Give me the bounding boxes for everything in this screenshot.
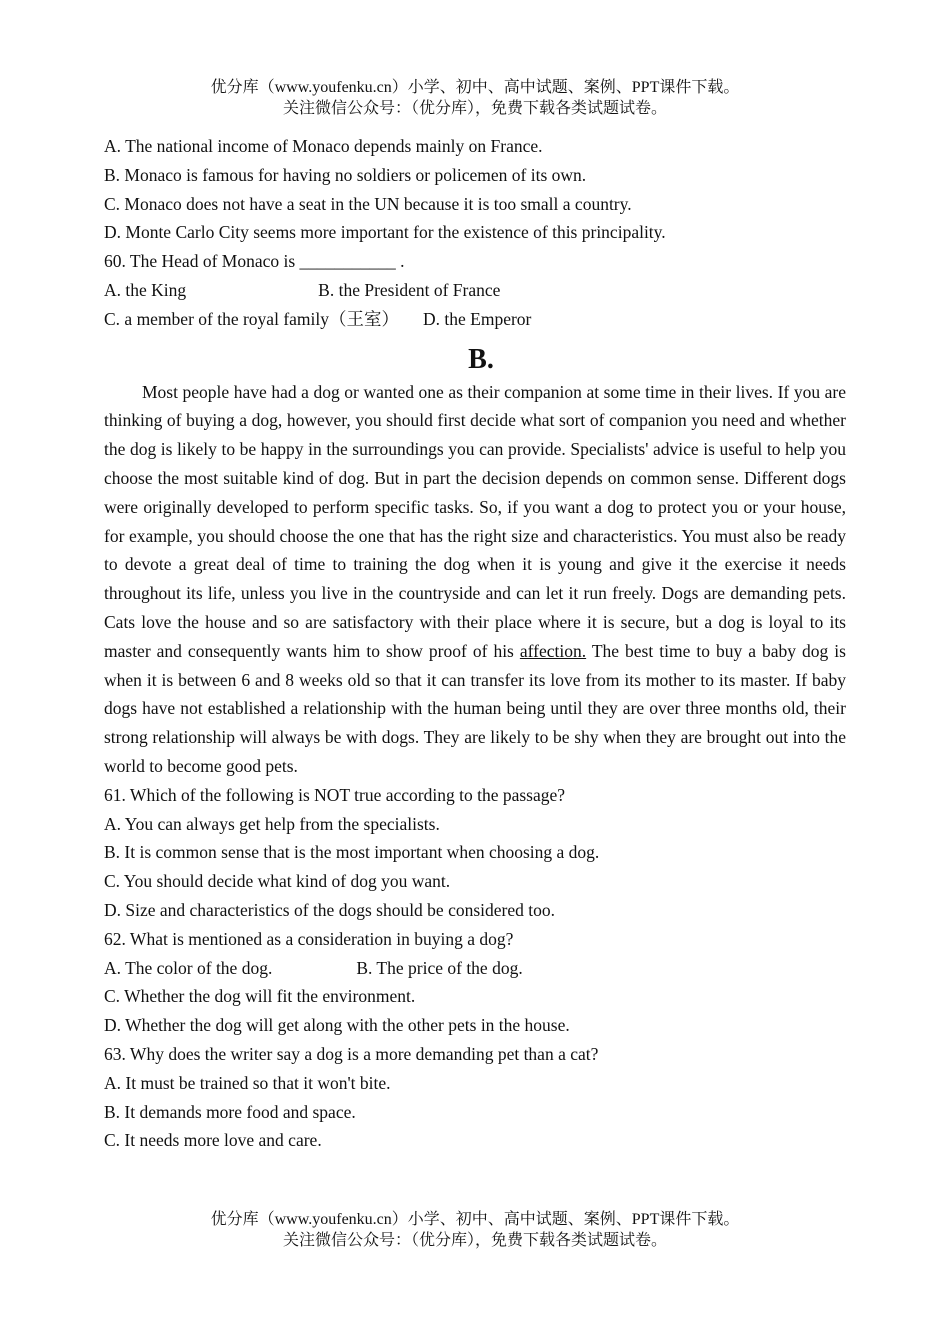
- q59-option-d: D. Monte Carlo City seems more important for the existence of this principality.: [104, 222, 666, 243]
- q61-option-a: A. You can always get help from the specialists.: [104, 813, 440, 834]
- passage-text-after: The best time to buy a baby dog is when it is between 6 and 8 weeks old so that it can transfer its love from its mother to its master. If baby dogs have not established a relationship with the human being until they are over three months old, their strong relationship will always be with dogs. They are likely to be shy when they are brought out into the world to become good pets.: [104, 640, 846, 776]
- q61-option-c: C. You should decide what kind of dog you want.: [104, 871, 451, 892]
- q59-option-a: A. The national income of Monaco depends mainly on France.: [104, 136, 543, 156]
- header-line-2: 关注微信公众号：（优分库），免费下载各类试题试卷。: [282, 100, 667, 117]
- q59-option-c: C. Monaco does not have a seat in the UN because it is too small a country.: [104, 193, 632, 214]
- q61-option-d: D. Size and characteristics of the dogs should be considered too.: [104, 899, 555, 920]
- reading-passage: [104, 378, 846, 781]
- q62-option-b: B. The price of the dog.: [356, 957, 523, 978]
- q60-option-b: B. the President of France: [318, 279, 501, 300]
- q60-question: 60. The Head of Monaco is ___________ .: [104, 251, 405, 272]
- q63-question: 63. Why does the writer say a dog is a more demanding pet than a cat?: [104, 1043, 599, 1064]
- q62-option-a: A. The color of the dog.: [104, 957, 273, 978]
- page-footer: [0, 1209, 950, 1251]
- q63-option-c: C. It needs more love and care.: [104, 1130, 322, 1151]
- q63-option-a: A. It must be trained so that it won't bite.: [104, 1072, 391, 1093]
- q61-option-b: B. It is common sense that is the most important when choosing a dog.: [104, 842, 600, 863]
- footer-line-1: 优分库（www.youfenku.cn）小学、初中、高中试题、案例、PPT课件下载。: [210, 1211, 740, 1228]
- passage-underlined-word: affection.: [519, 640, 587, 661]
- q60-options-row-1: [104, 276, 846, 305]
- section-title: B.: [468, 343, 494, 375]
- document-body: [104, 132, 846, 1155]
- footer-line-2: 关注微信公众号：（优分库），免费下载各类试题试卷。: [282, 1232, 667, 1249]
- q60-options-row-2: [104, 305, 846, 334]
- q63-option-b: B. It demands more food and space.: [104, 1101, 356, 1122]
- passage-text-before: Most people have had a dog or wanted one as their companion at some time in their lives. If you are thinking of buying a dog, however, you should first decide what sort of companion you need and whether the dog is likely to be happy in the surroundings you can provide. Specialists' advice is useful to help you choose the most suitable kind of dog. But in part the decision depends on common sense. Different dogs were originally developed to perform specific tasks. So, if you want a dog to protect you or your house, for example, you should choose the one that has the right size and characteristics. You must also be ready to devote a great deal of time to training the dog when it is young and give it the exercise it needs throughout its life, unless you live in the countryside and can let it run freely. Dogs are demanding pets. Cats love the house and so are satisfactory with their place where it is secure, but a dog is loyal to its master and consequently wants him to show proof of his: [104, 381, 846, 661]
- q62-option-d: D. Whether the dog will get along with the other pets in the house.: [104, 1015, 570, 1036]
- q60-option-c: C. a member of the royal family（王室）: [104, 308, 399, 329]
- q61-question: 61. Which of the following is NOT true according to the passage?: [104, 784, 566, 805]
- q59-option-b: B. Monaco is famous for having no soldiers or policemen of its own.: [104, 164, 587, 185]
- q62-option-c: C. Whether the dog will fit the environment.: [104, 986, 416, 1007]
- header-line-1: 优分库（www.youfenku.cn）小学、初中、高中试题、案例、PPT课件下载。: [210, 79, 740, 96]
- q62-question: 62. What is mentioned as a consideration in buying a dog?: [104, 928, 514, 949]
- q60-option-a: A. the King: [104, 279, 187, 300]
- q60-option-d: D. the Emperor: [423, 308, 532, 329]
- page-header: [0, 77, 950, 119]
- q62-options-row-1: [104, 954, 846, 983]
